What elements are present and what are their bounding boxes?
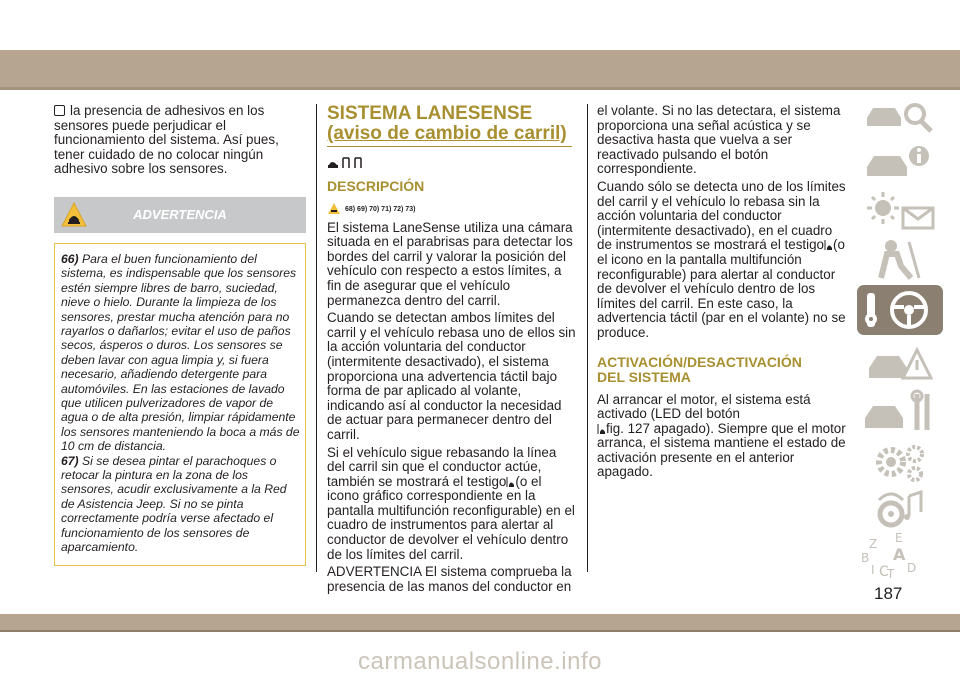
index-letters-icon bbox=[857, 530, 943, 580]
chapter-tab-index[interactable] bbox=[857, 530, 943, 580]
car-emergency-icon bbox=[857, 338, 943, 388]
refs-line: 68) 69) 70) 71) 72) 73) bbox=[327, 202, 577, 218]
svg-text:T: T bbox=[887, 567, 895, 580]
header-bar-edge bbox=[0, 87, 960, 90]
chapter-tab-car-info[interactable] bbox=[857, 138, 943, 188]
svg-text:E: E bbox=[895, 531, 903, 545]
column-3 bbox=[597, 104, 849, 483]
chapter-tab-car-search[interactable] bbox=[857, 92, 943, 142]
chapter-tab-safety[interactable] bbox=[857, 234, 943, 284]
warning-66: 66) Para el buen funcionamiento del sistema, es indispensable que los sensores estén siempre libres de barro, suciedad, nieve o hielo. Durante la limpieza de los sensores, prestar mucha atención para no rayarlos o dañarlos; evitar el uso de paños secos, ásperos o duros. Los sensores se deben lavar con agua limpia y, si fuera necesario, añadiendo detergente para automóviles. En las estaciones de lavado que utilicen pulverizadores de vapor de agua o de alta presión, limpiar rápidamente los sensores manteniendo la boca a más de 10 cm de distancia. bbox=[61, 251, 300, 454]
column-divider bbox=[587, 104, 588, 572]
chapter-tab-maintenance[interactable] bbox=[857, 388, 943, 438]
safety-airbag-icon bbox=[857, 234, 943, 284]
chapter-tab-emergency[interactable] bbox=[857, 338, 943, 388]
top-margin bbox=[0, 0, 960, 50]
column-divider bbox=[316, 104, 317, 572]
paragraph: El sistema LaneSense utiliza una cámara situada en el parabrisas para detectar los bordes del carril y valorar la posición del vehículo con respecto a estos límites, a fin de asegurar que el vehículo permanezca dentro del carril. bbox=[327, 219, 573, 308]
lane-sense-icon bbox=[327, 155, 367, 171]
warning-lights-icon bbox=[857, 186, 943, 236]
section-title: SISTEMA LANESENSE (aviso de cambio de carril) bbox=[327, 103, 567, 144]
svg-text:D: D bbox=[907, 561, 917, 575]
gears-icon bbox=[857, 436, 943, 486]
availability-icons bbox=[327, 155, 577, 175]
key-steering-icon bbox=[857, 285, 943, 335]
header-bar bbox=[0, 50, 960, 87]
activation-heading: ACTIVACIÓN/DESACTIVACIÓN DEL SISTEMA bbox=[597, 353, 802, 385]
chapter-tab-starting-driving[interactable] bbox=[857, 285, 943, 335]
svg-text:C: C bbox=[879, 564, 889, 580]
car-tools-icon bbox=[857, 388, 943, 438]
car-info-icon bbox=[857, 138, 943, 188]
description-heading: DESCRIPCIÓN bbox=[327, 178, 425, 194]
paragraph: el volante. Si no las detectara, el sistema proporciona una señal acústica y se desactiva hasta que vuelva a ser reactivado pulsando el botón correspondiente. bbox=[597, 103, 841, 177]
paragraph: Cuando sólo se detecta uno de los límites del carril y el vehículo lo rebasa sin la acción voluntaria del conductor (intermitente desactivado), en el cuadro de instrumentos se mostrará el testigo (o el icono en la pantalla multifunción reconfigurable) para alertar al conductor de devolver el vehículo dentro de los límites del carril. En este caso, la advertencia táctil (par en el volante) no se produce. bbox=[597, 178, 846, 340]
checkbox-bullet-icon bbox=[54, 105, 65, 116]
page-number: 187 bbox=[874, 584, 903, 603]
title-rule bbox=[327, 146, 572, 147]
svg-text:B: B bbox=[861, 551, 870, 565]
svg-text:Z: Z bbox=[869, 537, 878, 551]
warning-header bbox=[54, 197, 306, 233]
lane-button-icon bbox=[597, 423, 606, 435]
chapter-tab-technical-data[interactable] bbox=[857, 436, 943, 486]
paragraph: Al arrancar el motor, el sistema está activado (LED del botón fig. 127 apagado). Siempre que el motor arranca, el sistema mantiene el estado de activación presente en el anterior apagado. bbox=[597, 391, 846, 480]
column-1 bbox=[54, 104, 306, 566]
watermark: carmanualsonline.info bbox=[358, 648, 602, 675]
warning-triangle-small-icon bbox=[327, 202, 341, 215]
chapter-tab-warning-lights[interactable] bbox=[857, 186, 943, 236]
paragraph: Si el vehículo sigue rebasando la línea del carril sin que el conductor actúe, también se mostrará el testigo (o el icono gráfico correspondiente en la pantalla multifunción reconfigurable) en el cuadro de instrumentos para alertar al conductor de devolver el vehículo dentro de los límites del carril. bbox=[327, 444, 575, 562]
paragraph: ADVERTENCIA El sistema comprueba la presencia de las manos del conductor en bbox=[327, 564, 572, 594]
chapter-tab-multimedia[interactable] bbox=[857, 484, 943, 534]
column-2 bbox=[327, 104, 577, 597]
warning-title: ADVERTENCIA bbox=[133, 206, 227, 222]
footer-bar-edge bbox=[0, 630, 960, 632]
warning-67: 67) Si se desea pintar el parachoques o retocar la pintura en la zona de los sensores, acudir exclusivamente a la Red de Asistencia Jeep. Si no se pinta correctamente podría verse afectado el funcionamiento de los sensores de aparcamiento. bbox=[61, 453, 287, 555]
svg-text:I: I bbox=[871, 563, 875, 577]
lane-warning-light-icon bbox=[824, 239, 833, 251]
media-icon bbox=[857, 484, 943, 534]
paragraph: Cuando se detectan ambos límites del carril y el vehículo rebasa uno de ellos sin la acción voluntaria del conductor (intermitente desactivado), el sistema proporciona una advertencia táctil bajo forma de par aplicado al volante, indicando así al conductor la necesidad de actuar para permanecer dentro del carril. bbox=[327, 310, 576, 442]
bullet-paragraph: la presencia de adhesivos en los sensores puede perjudicar el funcionamiento del sistema. Así pues, tener cuidado de no colocar ningún adhesivo sobre los sensores. bbox=[54, 103, 279, 177]
footer-bar bbox=[0, 614, 960, 630]
warning-box bbox=[54, 243, 306, 566]
car-search-icon bbox=[857, 92, 943, 142]
svg-text:A: A bbox=[893, 545, 906, 564]
